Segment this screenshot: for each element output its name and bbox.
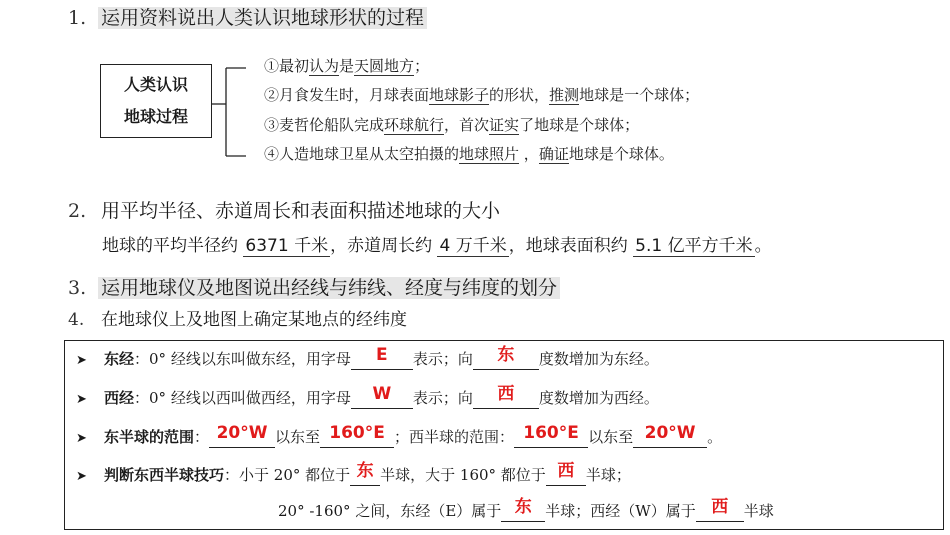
- answer-east: 东: [497, 345, 515, 365]
- bracket-connector: [212, 60, 262, 164]
- arrow-icon: ➤: [76, 469, 87, 484]
- history-item-2: ②月食发生时，月球表面地球影子的形状，推测地球是一个球体；: [264, 86, 700, 104]
- answer-W: W: [372, 384, 392, 404]
- judge-tip-row-2: 20° -160° 之间，东经（E）属于 东 半球；西经（W）属于 西 半球: [278, 497, 774, 520]
- earth-size-text: 地球的平均半径约 6371 千米 ，赤道周长约 4 万千米 ，地球表面积约 5.1 亿平方千米 。: [102, 236, 772, 256]
- arrow-icon: ➤: [76, 353, 87, 368]
- circumference-value: 4 万千米: [439, 236, 507, 256]
- west-longitude-row: ➤ 西经：0° 经线以西叫做西经，用字母 W 表示；向 西 度数增加为西经。: [76, 383, 659, 413]
- answer-E: E: [376, 345, 388, 365]
- history-item-3: ③麦哲伦船队完成环球航行，首次证实了地球是个球体；: [264, 116, 640, 134]
- hemisphere-range-row: ➤ 东半球的范围： 20°W 以东至 160°E ；西半球的范围： 160°E 以东至 20°W 。: [76, 422, 722, 452]
- arrow-icon: ➤: [76, 431, 87, 446]
- section-number: 1.: [68, 7, 87, 29]
- human-knowledge-box: [100, 64, 212, 138]
- judge-tip-row: ➤ 判断东西半球技巧：小于 20° 都位于 东 半球，大于 160° 都位于 西 半球；: [76, 460, 631, 490]
- arrow-icon: ➤: [76, 392, 87, 407]
- history-item-4: ④人造地球卫星从太空拍摄的地球照片 ，确证地球是个球体。: [264, 145, 674, 163]
- area-value: 5.1 亿平方千米: [635, 236, 753, 256]
- section-2-title: 2. 用平均半径、赤道周长和表面积描述地球的大小: [68, 200, 501, 222]
- section-title-text: 运用资料说出人类认识地球形状的过程: [98, 7, 427, 29]
- section-3-title: 3. 运用地球仪及地图说出经线与纬线、经度与纬度的划分: [68, 274, 560, 302]
- history-item-1: ①最初认为是天圆地方；: [264, 57, 430, 75]
- answer-west: 西: [497, 384, 515, 404]
- east-longitude-row: ➤ 东经：0° 经线以东叫做东经，用字母 E 表示；向 东 度数增加为东经。: [76, 344, 659, 374]
- box-label-line2: 地球过程: [123, 107, 188, 126]
- box-label-line1: 人类认识: [123, 75, 188, 94]
- radius-value: 6371 千米: [245, 236, 329, 256]
- section-4-title: 4. 在地球仪上及地图上确定某地点的经纬度: [68, 310, 407, 330]
- section-1-title: [68, 4, 427, 32]
